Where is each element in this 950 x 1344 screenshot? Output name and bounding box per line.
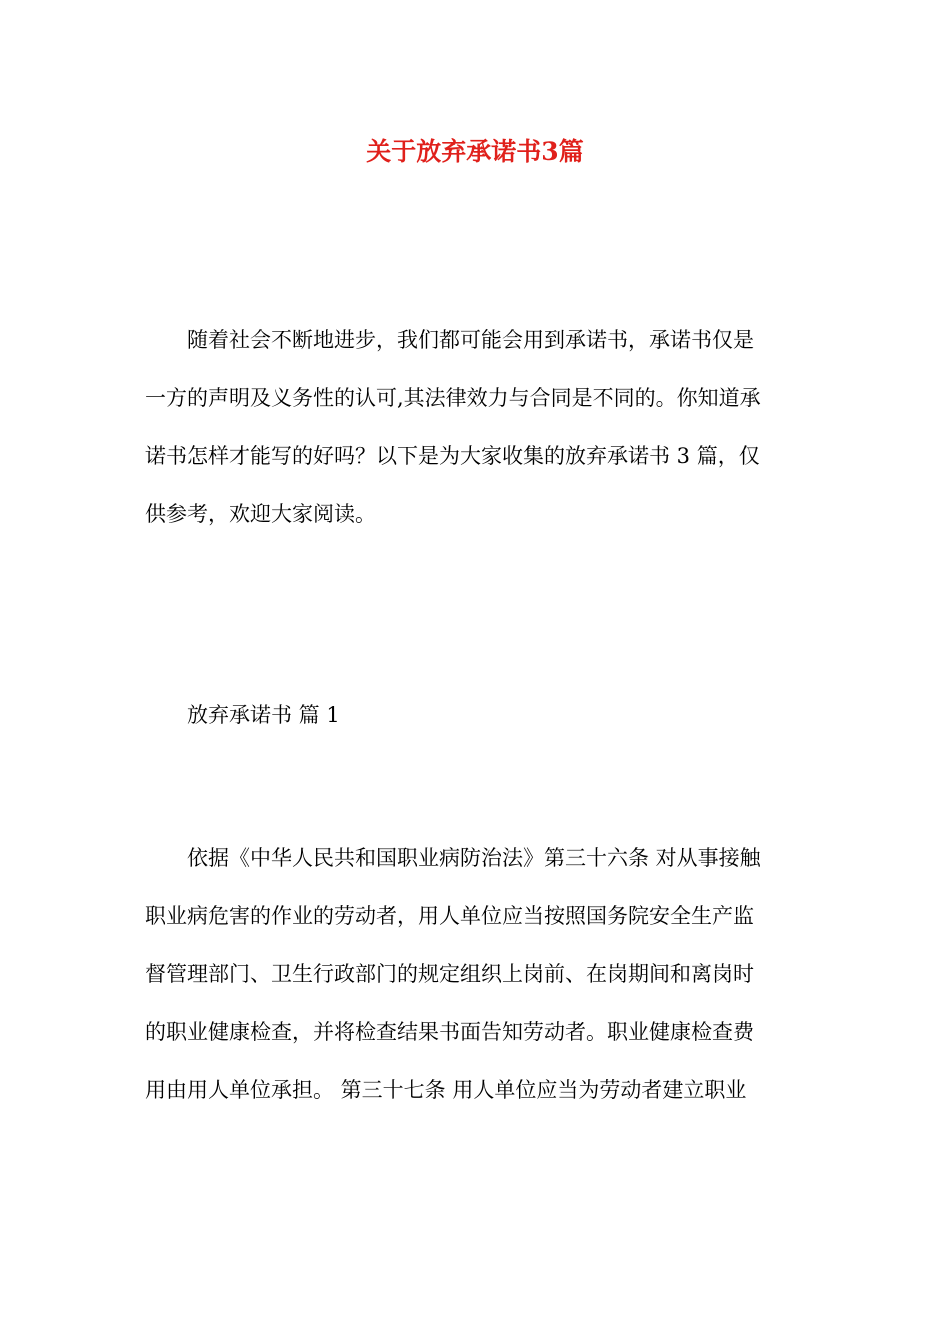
intro-line: 供参考，欢迎大家阅读。 — [145, 502, 376, 526]
intro-line: 诺书怎样才能写的好吗？以下是为大家收集的放弃承诺书 3 篇，仅 — [145, 444, 760, 468]
body-line: 督管理部门、卫生行政部门的规定组织上岗前、在岗期间和离岗时 — [145, 962, 754, 986]
section-heading: 放弃承诺书 篇 1 — [187, 703, 340, 727]
body-line: 依据《中华人民共和国职业病防治法》第三十六条 对从事接触 — [187, 846, 761, 870]
body-paragraph — [145, 829, 807, 1119]
intro-line: 一方的声明及义务性的认可,其法律效力与合同是不同的。你知道承 — [145, 386, 761, 410]
intro-paragraph — [145, 311, 807, 543]
body-line: 职业病危害的作业的劳动者，用人单位应当按照国务院安全生产监 — [145, 904, 754, 928]
intro-line: 随着社会不断地进步，我们都可能会用到承诺书，承诺书仅是 — [187, 328, 754, 352]
document-title: 关于放弃承诺书3篇 — [366, 137, 584, 166]
body-line: 的职业健康检查，并将检查结果书面告知劳动者。职业健康检查费 — [145, 1020, 754, 1044]
body-line: 用由用人单位承担。 第三十七条 用人单位应当为劳动者建立职业 — [145, 1078, 747, 1102]
